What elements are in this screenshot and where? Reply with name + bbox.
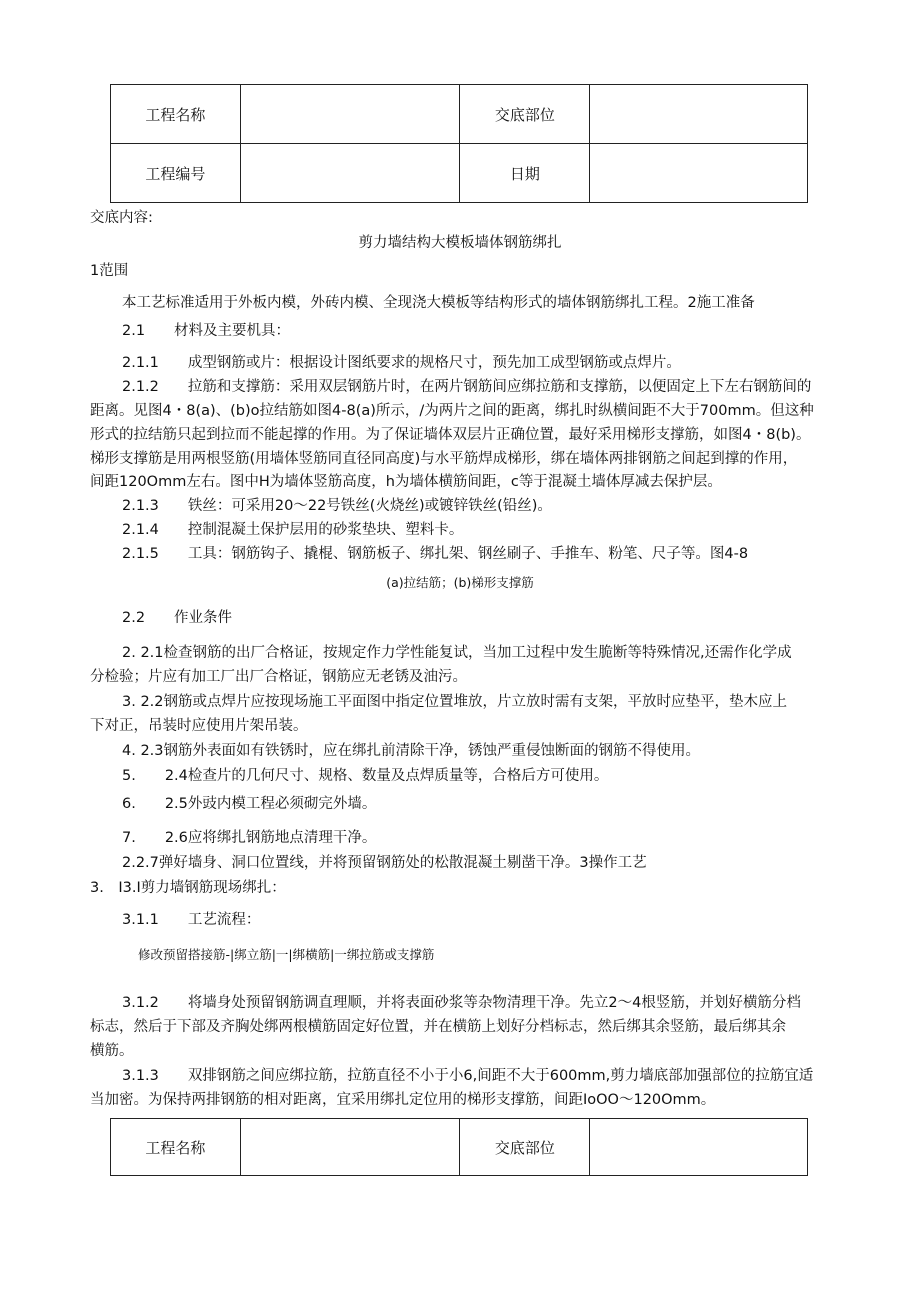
handover-part-value [590, 85, 808, 144]
paragraph-line: 3.1.3 双排钢筋之间应绑拉筋，拉筋直径不小于小6,间距不大于600mm,剪力墙底部加强部位的拉筋宜适 [122, 1068, 814, 1084]
footer-row [111, 1119, 808, 1176]
paragraph-line: 2.1.4 控制混凝土保护层用的砂浆垫块、塑料卡。 [122, 522, 464, 538]
date-value [590, 144, 808, 203]
subsection-heading: 3.1.1 工艺流程： [122, 912, 261, 928]
paragraph-line: 本工艺标准适用于外板内模，外砖内模、全现浇大模板等结构形式的墙体钢筋绑扎工程。2施工准备 [122, 295, 755, 311]
paragraph-line: 间距120Omm左右。图中H为墙体竖筋高度，h为墙体横筋间距，c等于混凝土墙体厚减去保护层。 [90, 474, 722, 490]
project-number-label: 工程编号 [111, 144, 241, 203]
subsection-heading: 2.1 材料及主要机具： [122, 323, 291, 339]
project-name-label: 工程名称 [111, 1119, 241, 1176]
handover-part-value [590, 1119, 808, 1176]
footer-table [110, 1118, 808, 1176]
list-item-cont: 分检验；片应有加工厂出厂合格证，钢筋应无老锈及油污。 [90, 669, 467, 685]
doc-title: 剪力墙结构大模板墙体钢筋绑扎 [358, 235, 562, 251]
list-item: 7. 2.6应将绑扎钢筋地点清理干净。 [122, 830, 377, 846]
figure-caption: (a)拉结筋；(b)梯形支撑筋 [386, 575, 534, 590]
paragraph-line: 标志，然后于下部及齐胸处绑两根横筋固定好位置，并在横筋上划好分档标志，然后绑其余竖筋，最后绑其余 [90, 1019, 786, 1035]
paragraph-line: 当加密。为保持两排钢筋的相对距离，宜采用绑扎定位用的梯形支撑筋，间距IoOO〜120Omm。 [90, 1092, 716, 1108]
header-row-1 [111, 85, 808, 144]
paragraph-line: 2.1.1 成型钢筋或片：根据设计图纸要求的规格尺寸，预先加工成型钢筋或点焊片。 [122, 355, 681, 371]
paragraph-line: 2.1.2 拉筋和支撑筋：采用双层钢筋片时，在两片钢筋间应绑拉筋和支撑筋，以便固定上下左右钢筋间的 [122, 379, 812, 395]
list-item: 3. 2.2钢筋或点焊片应按现场施工平面图中指定位置堆放，片立放时需有支架，平放时应垫平，垫木应上 [122, 694, 787, 710]
handover-part-label: 交底部位 [460, 1119, 590, 1176]
content-label: 交底内容: [90, 210, 153, 226]
paragraph-line: 3.1.2 将墙身处预留钢筋调直理顺，并将表面砂浆等杂物清理干净。先立2〜4根竖筋，并划好横筋分档 [122, 995, 801, 1011]
section-heading: 3. I3.I剪力墙钢筋现场绑扎： [90, 880, 286, 896]
paragraph-line: 2.2.7弹好墙身、洞口位置线，并将预留钢筋处的松散混凝土剔凿干净。3操作工艺 [122, 855, 647, 871]
process-flow: 修改预留搭接筋-|绑立筋|一|绑横筋|一绑拉筋或支撑筋 [138, 947, 435, 962]
list-item: 4. 2.3钢筋外表面如有铁锈时，应在绑扎前清除干净，锈蚀严重侵蚀断面的钢筋不得使用。 [122, 743, 700, 759]
subsection-heading: 2.2 作业条件 [122, 610, 233, 626]
paragraph-line: 形式的拉结筋只起到拉而不能起撑的作用。为了保证墙体双层片正确位置，最好采用梯形支撑筋，如图4・8(b)。 [90, 427, 811, 443]
list-item: 2. 2.1检查钢筋的出厂合格证，按规定作力学性能复试，当加工过程中发生脆断等特殊情况,还需作化学成 [122, 645, 792, 661]
handover-part-label: 交底部位 [460, 85, 590, 144]
header-table [110, 84, 808, 203]
list-item: 6. 2.5外豉内模工程必须砌完外墙。 [122, 796, 377, 812]
paragraph-line: 2.1.5 工具：钢筋钩子、撬棍、钢筋板子、绑扎架、钢丝刷子、手推车、粉笔、尺子等。图4-8 [122, 546, 749, 562]
paragraph-line: 距离。见图4・8(a)、(b)o拉结筋如图4-8(a)所示，/为两片之间的距离，绑扎时纵横间距不大于700mm。但这种 [90, 403, 814, 419]
date-label: 日期 [460, 144, 590, 203]
list-item: 5. 2.4检查片的几何尺寸、规格、数量及点焊质量等，合格后方可使用。 [122, 768, 609, 784]
paragraph-line: 横筋。 [90, 1043, 134, 1059]
project-number-value [240, 144, 460, 203]
paragraph-line: 2.1.3 铁丝：可采用20〜22号铁丝(火烧丝)或镀锌铁丝(铅丝)。 [122, 498, 552, 514]
project-name-value [240, 85, 460, 144]
header-row-2 [111, 144, 808, 203]
project-name-label: 工程名称 [111, 85, 241, 144]
project-name-value [240, 1119, 460, 1176]
paragraph-line: 梯形支撑筋是用两根竖筋(用墙体竖筋同直径同高度)与水平筋焊成梯形，绑在墙体两排钢筋之间起到撑的作用， [90, 451, 798, 467]
section-heading: 1范围 [90, 263, 129, 279]
list-item-cont: 下对正，吊装时应使用片架吊装。 [90, 718, 308, 734]
